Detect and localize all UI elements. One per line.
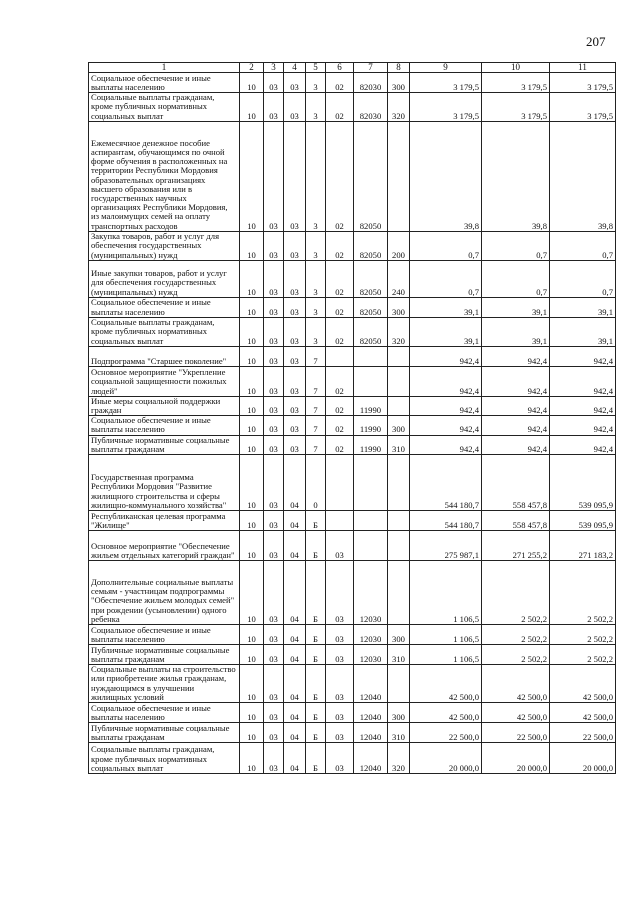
expense-type-code: 310 [388, 435, 410, 454]
subsection-code: 03 [264, 511, 284, 531]
section-code: 10 [240, 396, 264, 415]
value-col-9: 942,4 [410, 396, 482, 415]
measure-code [326, 511, 354, 531]
value-col-10: 2 502,2 [482, 625, 550, 645]
value-col-9: 942,4 [410, 366, 482, 396]
value-col-9: 42 500,0 [410, 665, 482, 703]
subsection-code: 03 [264, 93, 284, 122]
value-col-11: 42 500,0 [550, 665, 616, 703]
section-code: 10 [240, 416, 264, 435]
header-row [89, 63, 616, 73]
value-col-11: 20 000,0 [550, 743, 616, 774]
measure-code: 02 [326, 231, 354, 260]
program-code: 04 [284, 561, 306, 625]
direction-code: 12040 [354, 665, 388, 703]
table-row [89, 703, 616, 723]
table-row [89, 665, 616, 703]
row-name: Социальное обеспечение и иные выплаты населению [89, 625, 240, 645]
subprogram-code: 3 [306, 317, 326, 346]
measure-code: 02 [326, 317, 354, 346]
subsection-code: 03 [264, 416, 284, 435]
direction-code: 82050 [354, 317, 388, 346]
subprogram-code: Б [306, 625, 326, 645]
value-col-9: 39,1 [410, 297, 482, 317]
expense-type-code [388, 121, 410, 231]
direction-code: 12040 [354, 723, 388, 743]
measure-code: 02 [326, 93, 354, 122]
section-code: 10 [240, 121, 264, 231]
value-col-10: 942,4 [482, 366, 550, 396]
value-col-10: 271 255,2 [482, 531, 550, 561]
subprogram-code: Б [306, 703, 326, 723]
section-code: 10 [240, 455, 264, 511]
value-col-10: 42 500,0 [482, 665, 550, 703]
value-col-11: 942,4 [550, 366, 616, 396]
row-name: Закупка товаров, работ и услуг для обеспечения государственных (муниципальных) нужд [89, 231, 240, 260]
value-col-11: 942,4 [550, 396, 616, 415]
table-row [89, 366, 616, 396]
subprogram-code: 7 [306, 346, 326, 366]
subsection-code: 03 [264, 703, 284, 723]
measure-code: 03 [326, 625, 354, 645]
table-row [89, 297, 616, 317]
section-code: 10 [240, 366, 264, 396]
program-code: 04 [284, 511, 306, 531]
value-col-11: 942,4 [550, 346, 616, 366]
section-code: 10 [240, 260, 264, 297]
expense-type-code [388, 531, 410, 561]
value-col-11: 39,8 [550, 121, 616, 231]
measure-code: 02 [326, 297, 354, 317]
subsection-code: 03 [264, 455, 284, 511]
subprogram-code: 7 [306, 396, 326, 415]
subprogram-code: Б [306, 511, 326, 531]
section-code: 10 [240, 561, 264, 625]
subprogram-code: Б [306, 743, 326, 774]
value-col-11: 39,1 [550, 317, 616, 346]
section-code: 10 [240, 743, 264, 774]
section-code: 10 [240, 73, 264, 93]
value-col-9: 275 987,1 [410, 531, 482, 561]
value-col-11: 42 500,0 [550, 703, 616, 723]
value-col-11: 0,7 [550, 231, 616, 260]
row-name: Социальные выплаты гражданам, кроме публичных нормативных социальных выплат [89, 93, 240, 122]
subprogram-code: 0 [306, 455, 326, 511]
measure-code: 03 [326, 665, 354, 703]
section-code: 10 [240, 231, 264, 260]
direction-code: 12030 [354, 645, 388, 665]
value-col-10: 942,4 [482, 396, 550, 415]
value-col-9: 0,7 [410, 260, 482, 297]
column-header: 2 [240, 63, 264, 73]
value-col-11: 539 095,9 [550, 511, 616, 531]
value-col-11: 539 095,9 [550, 455, 616, 511]
program-code: 03 [284, 435, 306, 454]
value-col-11: 942,4 [550, 435, 616, 454]
expense-type-code [388, 396, 410, 415]
program-code: 04 [284, 455, 306, 511]
expense-type-code: 310 [388, 645, 410, 665]
value-col-11: 0,7 [550, 260, 616, 297]
section-code: 10 [240, 625, 264, 645]
subsection-code: 03 [264, 346, 284, 366]
value-col-11: 39,1 [550, 297, 616, 317]
direction-code: 12030 [354, 625, 388, 645]
column-header: 10 [482, 63, 550, 73]
row-name: Дополнительные социальные выплаты семьям - участницам подпрограммы "Обеспечение жильем молодых семей" при рождении (усыновлении) одного ребенка [89, 561, 240, 625]
row-name: Иные закупки товаров, работ и услуг для обеспечения государственных (муниципальных) нужд [89, 260, 240, 297]
row-name: Ежемесячное денежное пособие аспирантам, обучающимся по очной форме обучения в расположенных на территории Республики Мордовия образовательных организациях высшего образования или в государственных научных организациях Республики Мордовия, из малоимущих семей на оплату транспортных расходов [89, 121, 240, 231]
measure-code: 02 [326, 366, 354, 396]
subprogram-code: 7 [306, 366, 326, 396]
value-col-11: 3 179,5 [550, 73, 616, 93]
value-col-10: 3 179,5 [482, 93, 550, 122]
program-code: 03 [284, 93, 306, 122]
value-col-11: 3 179,5 [550, 93, 616, 122]
row-name: Подпрограмма "Старшее поколение" [89, 346, 240, 366]
measure-code: 02 [326, 260, 354, 297]
value-col-9: 20 000,0 [410, 743, 482, 774]
subprogram-code: 7 [306, 435, 326, 454]
program-code: 04 [284, 665, 306, 703]
program-code: 03 [284, 317, 306, 346]
subsection-code: 03 [264, 743, 284, 774]
subsection-code: 03 [264, 561, 284, 625]
expense-type-code: 200 [388, 231, 410, 260]
subsection-code: 03 [264, 435, 284, 454]
value-col-9: 42 500,0 [410, 703, 482, 723]
value-col-10: 22 500,0 [482, 723, 550, 743]
value-col-9: 942,4 [410, 346, 482, 366]
program-code: 03 [284, 121, 306, 231]
value-col-10: 42 500,0 [482, 703, 550, 723]
column-header: 1 [89, 63, 240, 73]
row-name: Государственная программа Республики Мордовия "Развитие жилищного строительства и сферы жилищно-коммунального хозяйства" [89, 455, 240, 511]
page-number: 207 [586, 34, 606, 49]
row-name: Иные меры социальной поддержки граждан [89, 396, 240, 415]
subprogram-code: Б [306, 723, 326, 743]
direction-code: 82050 [354, 260, 388, 297]
value-col-10: 942,4 [482, 435, 550, 454]
expense-type-code: 300 [388, 73, 410, 93]
expense-type-code [388, 455, 410, 511]
program-code: 03 [284, 416, 306, 435]
section-code: 10 [240, 531, 264, 561]
table-row [89, 723, 616, 743]
value-col-11: 2 502,2 [550, 625, 616, 645]
program-code: 04 [284, 645, 306, 665]
section-code: 10 [240, 317, 264, 346]
subprogram-code: 3 [306, 121, 326, 231]
value-col-11: 2 502,2 [550, 561, 616, 625]
budget-table [88, 62, 616, 774]
value-col-11: 271 183,2 [550, 531, 616, 561]
measure-code: 03 [326, 723, 354, 743]
measure-code: 03 [326, 645, 354, 665]
subsection-code: 03 [264, 366, 284, 396]
table-row [89, 455, 616, 511]
direction-code: 12040 [354, 743, 388, 774]
value-col-10: 39,8 [482, 121, 550, 231]
subsection-code: 03 [264, 317, 284, 346]
table-row [89, 121, 616, 231]
value-col-9: 3 179,5 [410, 73, 482, 93]
subprogram-code: 7 [306, 416, 326, 435]
expense-type-code: 320 [388, 317, 410, 346]
measure-code: 02 [326, 396, 354, 415]
direction-code: 12040 [354, 703, 388, 723]
subsection-code: 03 [264, 645, 284, 665]
program-code: 04 [284, 723, 306, 743]
subsection-code: 03 [264, 625, 284, 645]
value-col-11: 2 502,2 [550, 645, 616, 665]
direction-code: 82050 [354, 231, 388, 260]
value-col-9: 3 179,5 [410, 93, 482, 122]
value-col-9: 544 180,7 [410, 455, 482, 511]
expense-type-code [388, 561, 410, 625]
subsection-code: 03 [264, 121, 284, 231]
subprogram-code: Б [306, 645, 326, 665]
subprogram-code: 3 [306, 260, 326, 297]
section-code: 10 [240, 297, 264, 317]
row-name: Публичные нормативные социальные выплаты гражданам [89, 435, 240, 454]
section-code: 10 [240, 511, 264, 531]
expense-type-code [388, 366, 410, 396]
subsection-code: 03 [264, 231, 284, 260]
column-header: 7 [354, 63, 388, 73]
subprogram-code: 3 [306, 231, 326, 260]
table-row [89, 231, 616, 260]
value-col-9: 942,4 [410, 435, 482, 454]
measure-code: 03 [326, 561, 354, 625]
table-row [89, 416, 616, 435]
value-col-10: 39,1 [482, 317, 550, 346]
table-body [89, 63, 616, 774]
row-name: Основное мероприятие "Обеспечение жильем отдельных категорий граждан" [89, 531, 240, 561]
direction-code [354, 346, 388, 366]
expense-type-code: 310 [388, 723, 410, 743]
table-row [89, 625, 616, 645]
section-code: 10 [240, 703, 264, 723]
program-code: 04 [284, 625, 306, 645]
value-col-9: 39,1 [410, 317, 482, 346]
program-code: 03 [284, 297, 306, 317]
table-row [89, 743, 616, 774]
direction-code: 82030 [354, 73, 388, 93]
subprogram-code: 3 [306, 73, 326, 93]
value-col-9: 1 106,5 [410, 645, 482, 665]
direction-code [354, 366, 388, 396]
expense-type-code: 240 [388, 260, 410, 297]
direction-code: 11990 [354, 435, 388, 454]
value-col-10: 20 000,0 [482, 743, 550, 774]
direction-code [354, 455, 388, 511]
program-code: 03 [284, 73, 306, 93]
row-name: Социальные выплаты на строительство или приобретение жилья гражданам, нуждающимся в улучшении жилищных условий [89, 665, 240, 703]
column-header: 3 [264, 63, 284, 73]
direction-code: 12030 [354, 561, 388, 625]
value-col-9: 0,7 [410, 231, 482, 260]
value-col-10: 0,7 [482, 231, 550, 260]
program-code: 04 [284, 531, 306, 561]
section-code: 10 [240, 93, 264, 122]
value-col-10: 558 457,8 [482, 511, 550, 531]
expense-type-code [388, 511, 410, 531]
table-row [89, 93, 616, 122]
table-row [89, 346, 616, 366]
row-name: Социальное обеспечение и иные выплаты населению [89, 297, 240, 317]
row-name: Республиканская целевая программа "Жилище" [89, 511, 240, 531]
subprogram-code: 3 [306, 297, 326, 317]
subsection-code: 03 [264, 260, 284, 297]
column-header: 4 [284, 63, 306, 73]
value-col-10: 942,4 [482, 346, 550, 366]
program-code: 03 [284, 260, 306, 297]
table-row [89, 511, 616, 531]
table-row [89, 73, 616, 93]
value-col-11: 22 500,0 [550, 723, 616, 743]
subsection-code: 03 [264, 73, 284, 93]
subsection-code: 03 [264, 665, 284, 703]
expense-type-code: 320 [388, 743, 410, 774]
row-name: Социальные выплаты гражданам, кроме публичных нормативных социальных выплат [89, 743, 240, 774]
measure-code: 03 [326, 531, 354, 561]
subprogram-code: Б [306, 665, 326, 703]
direction-code: 82050 [354, 121, 388, 231]
column-header: 8 [388, 63, 410, 73]
expense-type-code: 300 [388, 297, 410, 317]
expense-type-code: 320 [388, 93, 410, 122]
row-name: Публичные нормативные социальные выплаты гражданам [89, 645, 240, 665]
measure-code: 03 [326, 703, 354, 723]
measure-code: 02 [326, 73, 354, 93]
direction-code: 11990 [354, 396, 388, 415]
row-name: Социальное обеспечение и иные выплаты населению [89, 416, 240, 435]
row-name: Социальное обеспечение и иные выплаты населению [89, 73, 240, 93]
table-row [89, 645, 616, 665]
value-col-9: 1 106,5 [410, 561, 482, 625]
expense-type-code [388, 665, 410, 703]
measure-code: 02 [326, 416, 354, 435]
value-col-10: 942,4 [482, 416, 550, 435]
section-code: 10 [240, 435, 264, 454]
subsection-code: 03 [264, 531, 284, 561]
direction-code: 82050 [354, 297, 388, 317]
section-code: 10 [240, 723, 264, 743]
section-code: 10 [240, 346, 264, 366]
value-col-9: 22 500,0 [410, 723, 482, 743]
column-header: 5 [306, 63, 326, 73]
value-col-9: 942,4 [410, 416, 482, 435]
table-row [89, 396, 616, 415]
row-name: Публичные нормативные социальные выплаты гражданам [89, 723, 240, 743]
value-col-10: 3 179,5 [482, 73, 550, 93]
expense-type-code: 300 [388, 625, 410, 645]
row-name: Социальное обеспечение и иные выплаты населению [89, 703, 240, 723]
subsection-code: 03 [264, 297, 284, 317]
expense-type-code [388, 346, 410, 366]
value-col-9: 544 180,7 [410, 511, 482, 531]
row-name: Основное мероприятие "Укрепление социальной защищенности пожилых людей" [89, 366, 240, 396]
subprogram-code: Б [306, 531, 326, 561]
value-col-10: 39,1 [482, 297, 550, 317]
value-col-9: 1 106,5 [410, 625, 482, 645]
subsection-code: 03 [264, 723, 284, 743]
direction-code: 82030 [354, 93, 388, 122]
value-col-10: 0,7 [482, 260, 550, 297]
measure-code [326, 346, 354, 366]
expense-type-code: 300 [388, 703, 410, 723]
value-col-10: 558 457,8 [482, 455, 550, 511]
column-header: 9 [410, 63, 482, 73]
measure-code [326, 455, 354, 511]
subprogram-code: Б [306, 561, 326, 625]
program-code: 04 [284, 743, 306, 774]
table-row [89, 531, 616, 561]
table-row [89, 435, 616, 454]
direction-code [354, 511, 388, 531]
row-name: Социальные выплаты гражданам, кроме публичных нормативных социальных выплат [89, 317, 240, 346]
section-code: 10 [240, 665, 264, 703]
table-row [89, 317, 616, 346]
measure-code: 03 [326, 743, 354, 774]
direction-code: 11990 [354, 416, 388, 435]
program-code: 03 [284, 366, 306, 396]
expense-type-code: 300 [388, 416, 410, 435]
value-col-9: 39,8 [410, 121, 482, 231]
value-col-10: 2 502,2 [482, 645, 550, 665]
program-code: 03 [284, 346, 306, 366]
program-code: 04 [284, 703, 306, 723]
measure-code: 02 [326, 435, 354, 454]
value-col-11: 942,4 [550, 416, 616, 435]
table-row [89, 561, 616, 625]
subsection-code: 03 [264, 396, 284, 415]
measure-code: 02 [326, 121, 354, 231]
direction-code [354, 531, 388, 561]
column-header: 11 [550, 63, 616, 73]
section-code: 10 [240, 645, 264, 665]
table-row [89, 260, 616, 297]
value-col-10: 2 502,2 [482, 561, 550, 625]
subprogram-code: 3 [306, 93, 326, 122]
column-header: 6 [326, 63, 354, 73]
program-code: 03 [284, 231, 306, 260]
program-code: 03 [284, 396, 306, 415]
